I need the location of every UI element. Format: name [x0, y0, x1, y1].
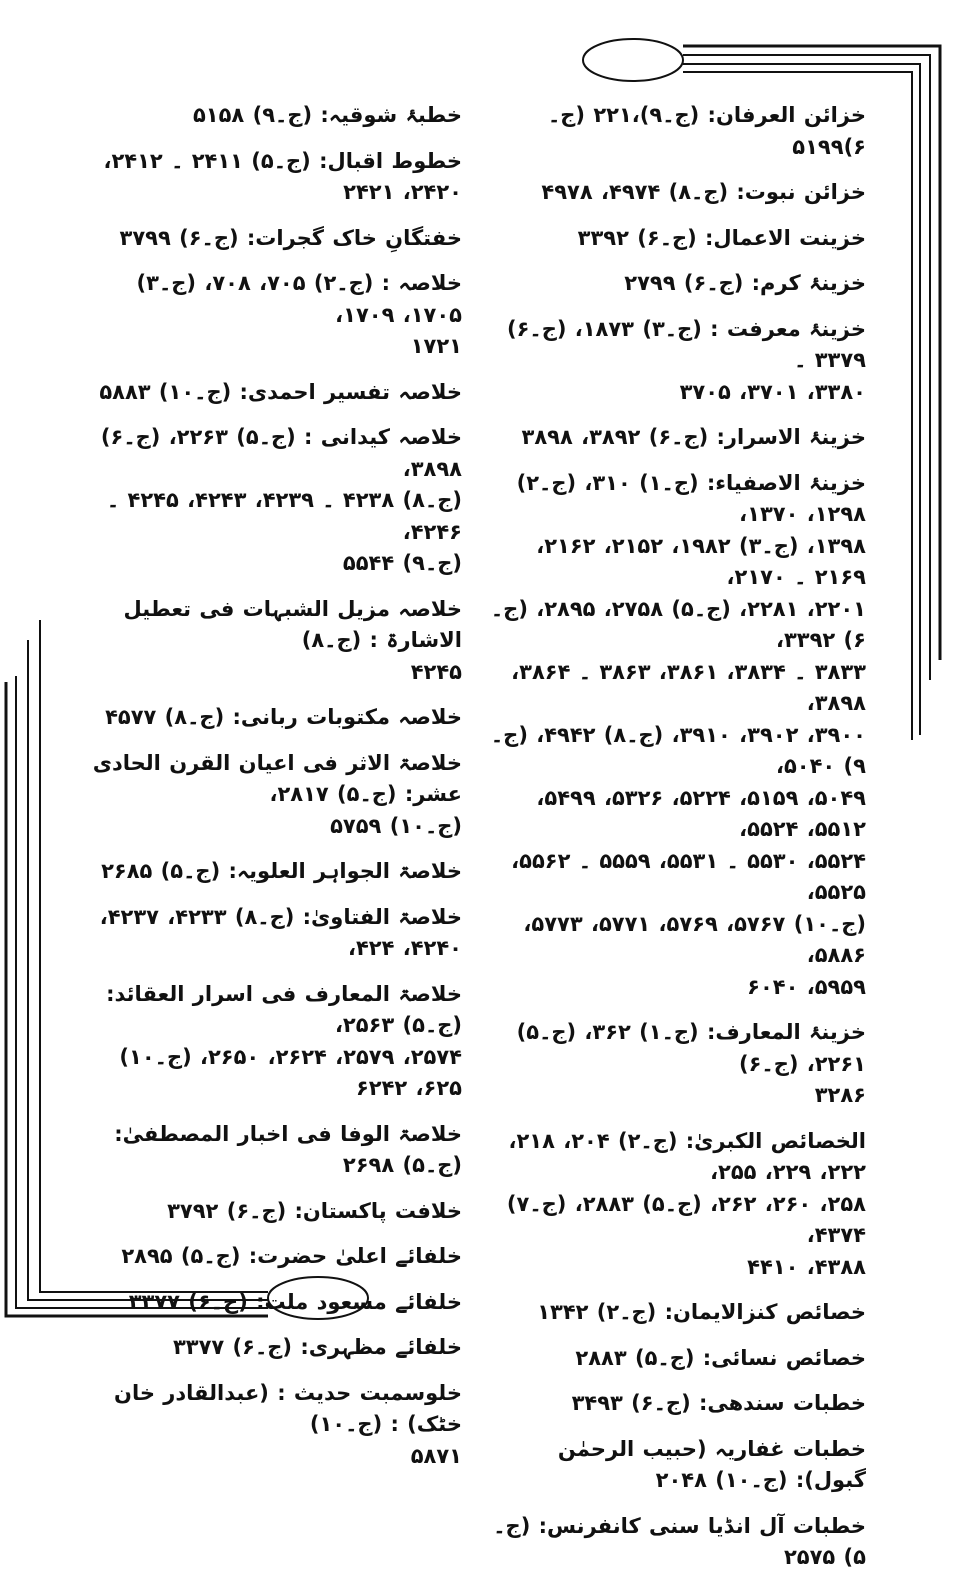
entry-continuation-line: ۵۵۲۴، ۵۵۳۰ ۔ ۵۵۳۱، ۵۵۵۹ ۔ ۵۵۶۲، ۵۵۲۵، — [511, 848, 866, 904]
entry-line: خلوسمبت حدیث : (عبدالقادر خان خٹک) : (ج۔۱۰) — [114, 1380, 462, 1436]
entry-continuation-line: (ج۔۹) ۵۵۴۴ — [342, 551, 462, 575]
index-entry — [78, 902, 462, 965]
entry-continuation-line: (ج۔۱۰) ۵۷۶۷، ۵۷۶۹، ۵۷۷۱، ۵۷۷۳، ۵۸۸۶، — [523, 911, 866, 967]
entry-line: خطوط اقبال: (ج۔۵) ۲۴۱۱ ۔ ۲۴۱۲، ۲۴۲۰، ۲۴۲۱ — [103, 148, 462, 204]
index-entry — [78, 748, 462, 843]
entry-line: خلفائے اعلیٰ حضرت: (ج۔۵) ۲۸۹۵ — [121, 1244, 462, 1268]
entry-line: خزائن نبوت: (ج۔۸) ۴۹۷۴، ۴۹۷۸ — [541, 180, 866, 204]
index-entry — [78, 594, 462, 689]
index-entry — [482, 1511, 866, 1574]
entry-line: خزینۂ معرفت : (ج۔۳) ۱۸۷۳، (ج۔۶) ۳۳۷۹ ۔ — [506, 316, 866, 372]
entry-line: خزینت الاعمال: (ج۔۶) ۳۳۹۲ — [577, 225, 866, 250]
entry-line: خلاصۃ الاثر فی اعیان القرن الحادی عشر: (ج۔۵) ۲۸۱۷، — [92, 750, 462, 806]
index-entry — [482, 100, 866, 163]
index-entry — [78, 1119, 462, 1182]
entry-continuation-line: ۲۵۸، ۲۶۰، ۲۶۲، (ج۔۵) ۲۸۸۳، (ج۔۷) ۴۳۷۴، — [506, 1191, 866, 1247]
entry-line: خلاصۃ المعارف فی اسرار العقائد: (ج۔۵) ۲۵۶۳، — [106, 981, 462, 1037]
index-entry — [78, 146, 462, 209]
entry-continuation-line: (ج۔۸) ۴۲۳۸ ۔ ۴۲۳۹، ۴۲۴۳، ۴۲۴۵ ۔ ۴۲۴۶، — [106, 488, 462, 544]
top-oval-ornament — [583, 39, 683, 81]
index-entry — [482, 177, 866, 209]
index-entry — [482, 223, 866, 255]
entry-continuation-line: ۱۳۹۸، (ج۔۳) ۱۹۸۲، ۲۱۵۲، ۲۱۶۲، ۲۱۶۹ ۔ ۲۱۷۰، — [536, 533, 866, 589]
entry-line: خزائن العرفان: (ج۔۹)،۲۲۱ (ج۔۶)۵۱۹۹ — [547, 103, 866, 159]
index-entry — [482, 1297, 866, 1329]
entry-line: خلاصہ مکتوبات ربانی: (ج۔۸) ۴۵۷۷ — [105, 705, 462, 729]
index-entry — [78, 422, 462, 580]
entry-line: خزینۂ المعارف: (ج۔۱) ۳۶۲، (ج۔۵) ۲۲۶۱، (ج۔۶) — [516, 1020, 866, 1076]
entry-continuation-line: ۳۸۳۳ ۔ ۳۸۳۴، ۳۸۶۱، ۳۸۶۳ ۔ ۳۸۶۴، ۳۸۹۸، — [511, 659, 866, 715]
index-entry — [482, 1434, 866, 1497]
entry-line: خلاصہ کیدانی : (ج۔۵) ۲۲۶۳، (ج۔۶) ۳۸۹۸، — [100, 425, 462, 481]
entry-line: خلاصہ : (ج۔۲) ۷۰۵، ۷۰۸، (ج۔۳) ۱۷۰۵، ۱۷۰۹، — [136, 271, 462, 327]
index-entry — [482, 314, 866, 409]
index-entry — [78, 1378, 462, 1473]
entry-line: خفتگانِ خاک گجرات: (ج۔۶) ۳۷۹۹ — [119, 225, 462, 250]
entry-line: خلفائے مظہری: (ج۔۶) ۳۳۷۷ — [172, 1335, 462, 1359]
index-entry — [482, 1017, 866, 1112]
index-entry — [78, 1332, 462, 1364]
entry-continuation-line: ۵۹۵۹، ۶۰۴۰ — [747, 974, 866, 999]
entry-line: الخصائص الکبریٰ: (ج۔۲) ۲۰۴، ۲۱۸، ۲۲۲، ۲۲۹، ۲۵۵، — [508, 1128, 866, 1184]
entry-line: خطبات آل انڈیا سنی کانفرنس: (ج۔۵) ۲۵۷۵ — [493, 1513, 866, 1569]
index-entry — [78, 223, 462, 255]
index-entry — [78, 377, 462, 409]
entry-continuation-line: ۳۹۰۰، ۳۹۰۲، ۳۹۱۰، (ج۔۸) ۴۹۴۲، (ج۔۹) ۵۰۴۰، — [490, 722, 866, 778]
entry-line: خطبۂ شوقیہ: (ج۔۹) ۵۱۵۸ — [192, 103, 462, 127]
entry-line: خصائص کنزالایمان: (ج۔۲) ۱۳۴۲ — [537, 1300, 866, 1324]
entry-line: خصائص نسائی: (ج۔۵) ۲۸۸۳ — [575, 1345, 866, 1370]
index-entry — [78, 856, 462, 888]
index-entry — [482, 422, 866, 454]
entry-continuation-line: ۴۳۸۸، ۴۴۱۰ — [747, 1254, 866, 1279]
entry-continuation-line: ۵۰۴۹، ۵۱۵۹، ۵۲۲۴، ۵۳۲۶، ۵۴۹۹، ۵۵۱۲، ۵۵۲۴، — [536, 785, 866, 841]
index-entry — [78, 702, 462, 734]
entry-continuation-line: ۴۲۴۵ — [410, 659, 462, 684]
index-entry — [78, 979, 462, 1105]
entry-line: خلافت پاکستان: (ج۔۶) ۳۷۹۲ — [167, 1198, 462, 1223]
entry-line: خلاصۃ الجواہر العلویہ: (ج۔۵) ۲۶۸۵ — [101, 859, 462, 883]
index-entry — [482, 468, 866, 1004]
index-column-right — [482, 100, 866, 1588]
index-entry — [78, 268, 462, 363]
entry-continuation-line: ۲۵۷۴، ۲۵۷۹، ۲۶۲۴، ۲۶۵۰، (ج۔۱۰) ۶۲۵، ۶۲۴۲ — [119, 1044, 462, 1100]
entry-continuation-line: ۱۷۲۱ — [410, 334, 462, 358]
index-entry — [78, 1241, 462, 1273]
entry-line: خزینۂ الاصفیاء: (ج۔۱) ۳۱۰، (ج۔۲) ۱۲۹۸، ۱۳۷۰، — [516, 470, 866, 526]
index-entry — [78, 100, 462, 132]
index-entry — [482, 1343, 866, 1375]
index-entry — [482, 1126, 866, 1284]
entry-line: خلاصۃ الوفا فی اخبار المصطفیٰ: (ج۔۵) ۲۶۹۸ — [114, 1121, 462, 1177]
entry-line: خلاصۃ الفتاویٰ: (ج۔۸) ۴۲۳۳، ۴۲۳۷، ۴۲۴۰، ۴۲۴، — [99, 904, 462, 960]
entry-continuation-line: ۳۲۸۶ — [814, 1083, 866, 1107]
entry-continuation-line: ۲۲۰۱، ۲۲۸۱، (ج۔۵) ۲۷۵۸، ۲۸۹۵، (ج۔۶) ۳۳۹۲، — [490, 596, 866, 652]
entry-continuation-line: ۵۸۷۱ — [410, 1443, 462, 1468]
entry-line: خطبات سندھی: (ج۔۶) ۳۴۹۳ — [571, 1391, 866, 1415]
entry-line: خطبات غفاریہ (حبیب الرحمٰن گبول): (ج۔۱۰) ۲۰۴۸ — [557, 1436, 866, 1492]
index-entry — [78, 1196, 462, 1228]
entry-continuation-line: ۳۳۸۰، ۳۷۰۱، ۳۷۰۵ — [679, 379, 866, 404]
index-column-left — [78, 100, 462, 1486]
entry-line: خلاصہ تفسیر احمدی: (ج۔۱۰) ۵۸۸۳ — [99, 379, 462, 404]
entry-line: خلاصہ مزیل الشبہات فی تعطیل الاشارۃ : (ج۔۸) — [123, 596, 462, 652]
index-entry — [78, 1287, 462, 1319]
index-entry — [482, 1388, 866, 1420]
entry-line: خلفائے مسعود ملت: (ج۔۶) ۳۳۷۷ — [128, 1289, 462, 1314]
entry-line: خزینۂ الاسرار: (ج۔۶) ۳۸۹۲، ۳۸۹۸ — [521, 425, 866, 449]
index-entry — [482, 268, 866, 300]
entry-line: خزینۂ کرم: (ج۔۶) ۲۷۹۹ — [624, 271, 866, 295]
entry-continuation-line: (ج۔۱۰) ۵۷۵۹ — [330, 813, 462, 838]
